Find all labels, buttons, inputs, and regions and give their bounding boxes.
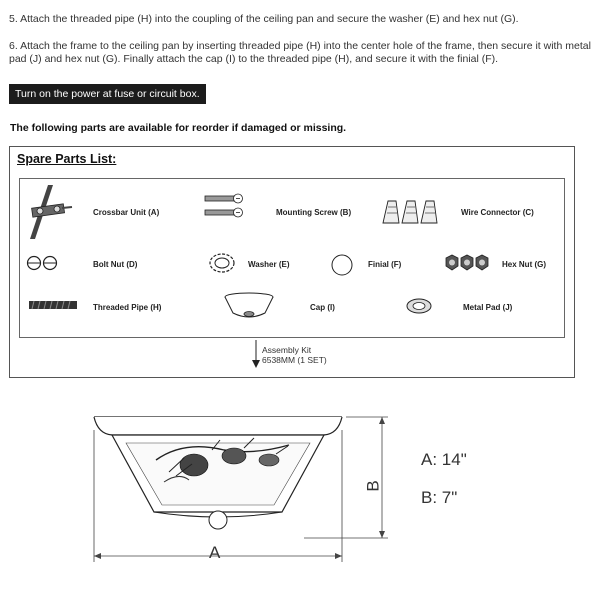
metal-pad-icon <box>405 297 433 315</box>
hex-nut-icon <box>442 254 492 272</box>
dimension-b-value: B: 7" <box>421 488 458 507</box>
mounting-screw-icon <box>203 192 245 222</box>
part-label-screw: Mounting Screw (B) <box>276 208 352 217</box>
wire-connector-icon <box>380 197 440 225</box>
instruction-step-5: 5. Attach the threaded pipe (H) into the coupling of the ceiling pan and secure the washer (E) and hex nut (G). <box>9 13 519 25</box>
spare-parts-title: Spare Parts List: <box>17 152 117 166</box>
fixture-shade-drawing <box>94 417 342 529</box>
assembly-kit-model: 6538MM (1 SET) <box>262 355 327 365</box>
assembly-kit-title: Assembly Kit <box>262 345 312 355</box>
part-label-finial: Finial (F) <box>368 260 402 269</box>
assembly-kit-note <box>262 345 327 365</box>
dimension-label-a: A <box>209 543 221 562</box>
part-label-washer: Washer (E) <box>248 260 290 269</box>
washer-icon <box>208 252 236 274</box>
bolt-nut-icon <box>26 255 60 271</box>
spare-parts-section <box>9 146 575 378</box>
part-label-metal-pad: Metal Pad (J) <box>463 303 513 312</box>
instruction-step-6: 6. Attach the frame to the ceiling pan by inserting threaded pipe (H) into the center hole of the frame, then secure it with metal pad (J) and hex nut (G). Finally attach the cap (I) to the threaded pipe (H), and secure it with the finial (F). <box>9 40 591 65</box>
down-arrow-icon <box>251 339 261 369</box>
threaded-pipe-icon <box>28 299 78 311</box>
part-label-hex-nut: Hex Nut (G) <box>502 260 546 269</box>
part-label-crossbar: Crossbar Unit (A) <box>93 208 160 217</box>
part-label-bolt-nut: Bolt Nut (D) <box>93 260 138 269</box>
finial-icon <box>330 253 354 277</box>
reorder-note: The following parts are available for reorder if damaged or missing. <box>10 122 347 134</box>
dimension-a-value: A: 14" <box>421 450 467 469</box>
fixture-dimension-diagram <box>84 410 394 570</box>
dimension-label-b: B <box>363 480 383 492</box>
part-label-cap: Cap (I) <box>310 303 335 312</box>
part-label-pipe: Threaded Pipe (H) <box>93 303 162 312</box>
power-warning-banner: Turn on the power at fuse or circuit box. <box>9 84 206 104</box>
part-label-wire-connector: Wire Connector (C) <box>461 208 534 217</box>
parts-grid <box>19 178 565 338</box>
crossbar-unit-icon <box>26 183 74 241</box>
cap-icon <box>223 291 275 321</box>
